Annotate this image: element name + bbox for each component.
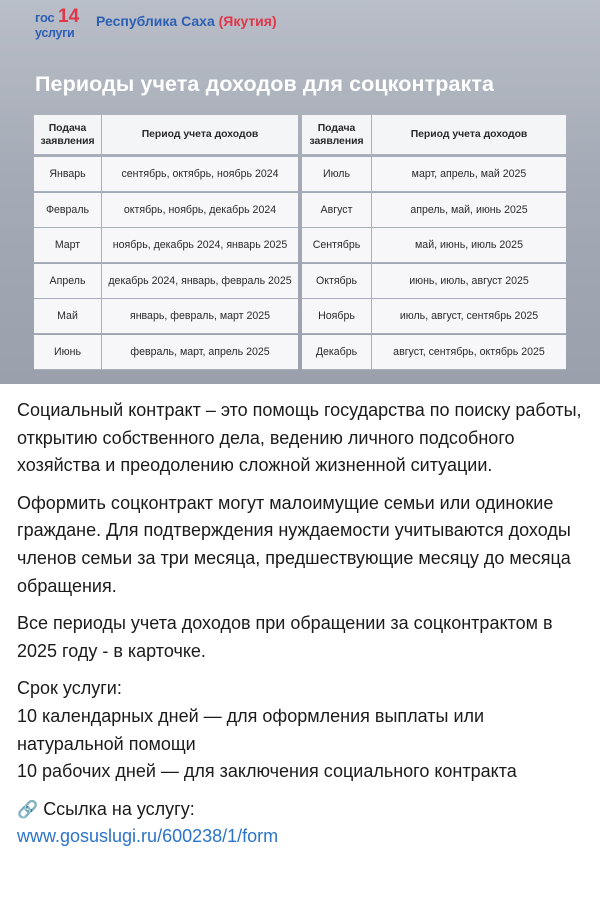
post-paragraph: Все периоды учета доходов при обращении за соцконтрактом в 2025 году - в карточке. [17, 613, 553, 661]
period-cell: июль, август, сентябрь 2025 [372, 299, 566, 334]
header-cell: Период учета доходов [372, 115, 566, 155]
table-row [34, 157, 298, 192]
period-cell: октябрь, ноябрь, декабрь 2024 [102, 193, 298, 228]
table-row [34, 228, 298, 263]
period-cell: март, апрель, май 2025 [372, 157, 566, 192]
period-cell: июнь, июль, август 2025 [372, 264, 566, 299]
month-cell: Август [302, 193, 372, 228]
table-row [34, 299, 298, 334]
term-line: 10 календарных дней — для оформления выплаты или натуральной помощи [17, 705, 485, 754]
service-link-line [17, 823, 587, 851]
brand-subregion: (Якутия) [218, 13, 277, 29]
header-cell: Подача заявления [34, 115, 102, 155]
periods-table-left [34, 115, 298, 370]
table-header-row [34, 115, 298, 155]
table-row [302, 335, 566, 370]
term-line: 10 рабочих дней — для заключения социального контракта [17, 761, 517, 782]
period-cell: апрель, май, июнь 2025 [372, 193, 566, 228]
period-cell: август, сентябрь, октябрь 2025 [372, 335, 566, 370]
link-label: Ссылка на услугу: [43, 798, 195, 819]
month-cell: Январь [34, 157, 102, 192]
table-header-row [302, 115, 566, 155]
link-icon: 🔗 [17, 799, 39, 819]
table-row [34, 264, 298, 299]
gosuslugi-14-logo [35, 8, 87, 42]
period-cell: декабрь 2024, январь, февраль 2025 [102, 264, 298, 299]
header-cell: Период учета доходов [102, 115, 298, 155]
logo-number: 14 [58, 6, 80, 27]
month-cell: Ноябрь [302, 299, 372, 334]
table-row [302, 264, 566, 299]
table-row [302, 157, 566, 192]
period-cell: май, июнь, июль 2025 [372, 228, 566, 263]
periods-table-right [302, 115, 566, 370]
table-row [302, 228, 566, 263]
month-cell: Октябрь [302, 264, 372, 299]
month-cell: Апрель [34, 264, 102, 299]
table-row [302, 299, 566, 334]
table-row [34, 193, 298, 228]
brand-name [96, 13, 277, 29]
table-row [302, 193, 566, 228]
post-image-card[interactable] [0, 0, 600, 384]
month-cell: Февраль [34, 193, 102, 228]
header-cell: Подача заявления [302, 115, 372, 155]
table-row [34, 335, 298, 370]
logo-uslugi-text: услуги [35, 26, 75, 40]
month-cell: Декабрь [302, 335, 372, 370]
month-cell: Июль [302, 157, 372, 192]
brand-region: Республика Саха [96, 13, 215, 29]
month-cell: Июнь [34, 335, 102, 370]
post-paragraph: Оформить соцконтракт могут малоимущие семьи или одинокие граждане. Для подтверждения нуждаемости учитываются доходы членов семьи за три месяца, предшествующие месяцу до месяца обращения. [17, 492, 571, 596]
period-cell: февраль, март, апрель 2025 [102, 335, 298, 370]
link-label-line [17, 796, 587, 824]
period-cell: январь, февраль, март 2025 [102, 299, 298, 334]
period-cell: ноябрь, декабрь 2024, январь 2025 [102, 228, 298, 263]
month-cell: Сентябрь [302, 228, 372, 263]
post-paragraph: Социальный контракт – это помощь государства по поиску работы, открытию собственного дела, ведению личного подсобного хозяйства и преодолению сложной жизненной ситуации. [17, 400, 582, 476]
post-text [17, 397, 587, 851]
card-title: Периоды учета доходов для соцконтракта [35, 72, 495, 96]
service-link[interactable]: www.gosuslugi.ru/600238/1/form [17, 826, 279, 847]
period-cell: сентябрь, октябрь, ноябрь 2024 [102, 157, 298, 192]
logo-gos-text: гос [35, 10, 55, 25]
term-title: Срок услуги: [17, 678, 122, 699]
month-cell: Март [34, 228, 102, 263]
month-cell: Май [34, 299, 102, 334]
